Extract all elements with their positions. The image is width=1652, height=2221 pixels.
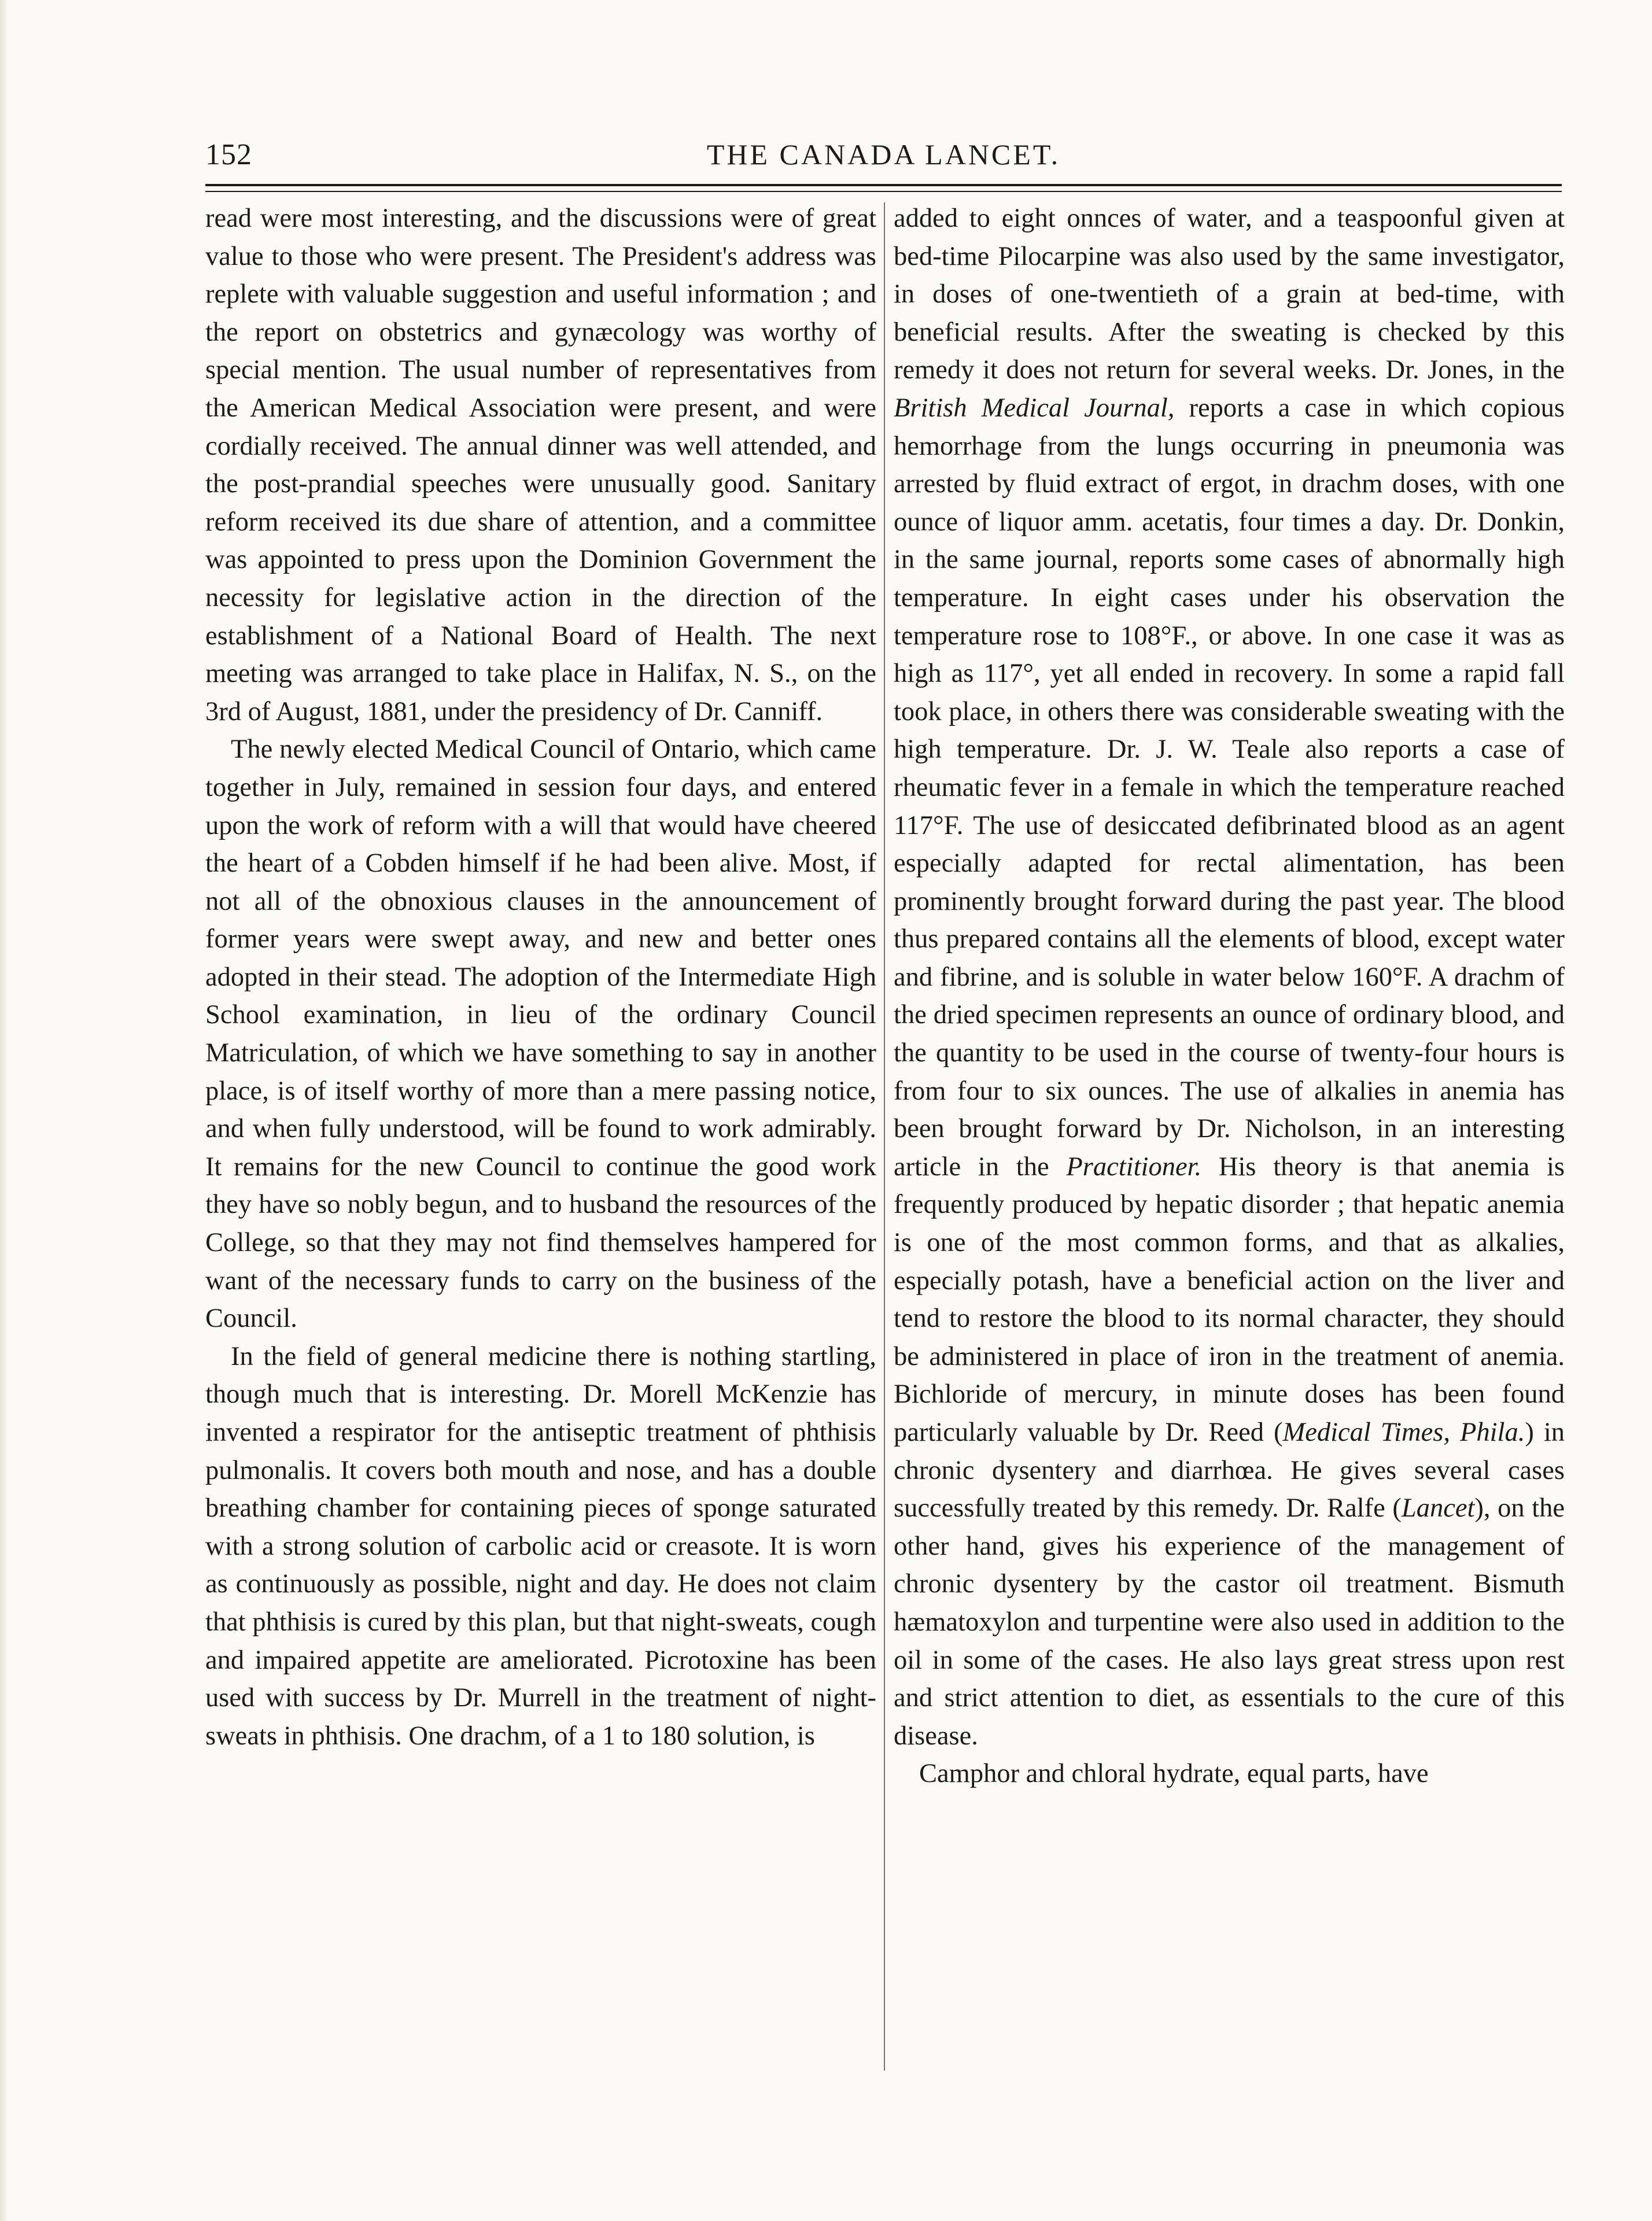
- journal-citation: Practitioner.: [1066, 1152, 1202, 1182]
- page-number: 152: [205, 138, 252, 171]
- text-run: added to eight onnces of water, and a teaspoonful given at bed-time Pilocarpine was also used by the same investigator, in doses of one-twentieth of a grain at bed-time, with beneficial results. After the sweating is checked by this remedy it does not return for several weeks. Dr. Jones, in the: [894, 204, 1565, 385]
- journal-title: THE CANADA LANCET.: [706, 138, 1061, 171]
- right-column: [894, 200, 1565, 1793]
- paragraph: read were most interesting, and the discussions were of great value to those who were present. The President's address was replete with valuable suggestion and useful information ; and the report on obstetrics and gynæcology was worthy of special mention. The usual number of representatives from the American Medical Association were present, and were cordially received. The annual dinner was well attended, and the post-prandial speeches were unusually good. Sanitary reform received its due share of attention, and a committee was appointed to press upon the Dominion Government the necessity for legislative action in the direction of the establishment of a National Board of Health. The next meeting was arranged to take place in Halifax, N. S., on the 3rd of August, 1881, under the presidency of Dr. Canniff.: [205, 204, 876, 726]
- paragraph: In the field of general medicine there is nothing startling, though much that is interesting. Dr. Morell McKenzie has invented a respirator for the antiseptic treatment of phthisis pulmonalis. It covers both mouth and nose, and has a double breathing chamber for containing pieces of sponge saturated with a strong solution of carbolic acid or creasote. It is worn as continuously as possible, night and day. He does not claim that phthisis is cured by this plan, but that night-sweats, cough and impaired appetite are ameliorated. Picrotoxine has been used with success by Dr. Murrell in the treatment of night-sweats in phthisis. One drachm, of a 1 to 180 solution, is: [205, 1341, 876, 1751]
- page-header: [205, 138, 1562, 179]
- paragraph: Camphor and chloral hydrate, equal parts, have: [919, 1759, 1429, 1789]
- page-edge-shadow: [0, 0, 8, 2221]
- header-rule-thin: [205, 191, 1562, 192]
- column-divider: [884, 202, 885, 2071]
- text-run: ), on the other hand, gives his experience of the management of chronic dysentery by the castor oil treatment. Bismuth hæmatoxylon and turpentine were also used in addition to the oil in some of the cases. He also lays great stress upon rest and strict attention to diet, as essentials to the cure of this disease.: [894, 1493, 1565, 1751]
- paragraph: The newly elected Medical Council of Ontario, which came together in July, remained in session four days, and entered upon the work of reform with a will that would have cheered the heart of a Cobden himself if he had been alive. Most, if not all of the obnoxious clauses in the announcement of former years were swept away, and new and better ones adopted in their stead. The adoption of the Intermediate High School examination, in lieu of the ordinary Council Matriculation, of which we have something to say in another place, is of itself worthy of more than a mere passing notice, and when fully understood, will be found to work admirably. It remains for the new Council to continue the good work they have so nobly begun, and to husband the resources of the College, so that they may not find themselves hampered for want of the necessary funds to carry on the business of the Council.: [205, 735, 876, 1334]
- header-rule-thick: [205, 184, 1562, 186]
- journal-citation: Medical Times, Phila.: [1282, 1418, 1525, 1447]
- left-column: [205, 200, 876, 1755]
- paragraph: [894, 200, 1565, 1755]
- text-run: His theory is that anemia is frequently produced by hepatic disorder ; that hepatic anemia is one of the most common forms, and that as alkalies, especially potash, have a beneficial action on the liver and tend to restore the blood to its normal character, they should be administered in place of iron in the treatment of anemia. Bichloride of mercury, in minute doses has been found particularly valuable by Dr. Reed (: [894, 1152, 1565, 1447]
- text-run: ) in chronic dysentery and diarrhœa. He gives several cases successfully treated by this remedy. Dr. Ralfe (: [894, 1418, 1565, 1523]
- journal-citation: Lancet: [1401, 1493, 1475, 1523]
- journal-citation: British Medical Journal,: [894, 393, 1175, 423]
- text-run: reports a case in which copious hemorrhage from the lungs occurring in pneumonia was arrested by fluid extract of ergot, in drachm doses, with one ounce of liquor amm. acetatis, four times a day. Dr. Donkin, in the same journal, reports some cases of abnormally high temperature. In eight cases under his observation the temperature rose to 108°F., or above. In one case it was as high as 117°, yet all ended in recovery. In some a rapid fall took place, in others there was considerable sweating with the high temperature. Dr. J. W. Teale also reports a case of rheumatic fever in a female in which the temperature reached 117°F. The use of desiccated defibrinated blood as an agent especially adapted for rectal alimentation, has been prominently brought forward during the past year. The blood thus prepared contains all the elements of blood, except water and fibrine, and is soluble in water below 160°F. A drachm of the dried specimen represents an ounce of ordinary blood, and the quantity to be used in the course of twenty-four hours is from four to six ounces. The use of alkalies in anemia has been brought forward by Dr. Nicholson, in an interesting article in the: [894, 393, 1565, 1182]
